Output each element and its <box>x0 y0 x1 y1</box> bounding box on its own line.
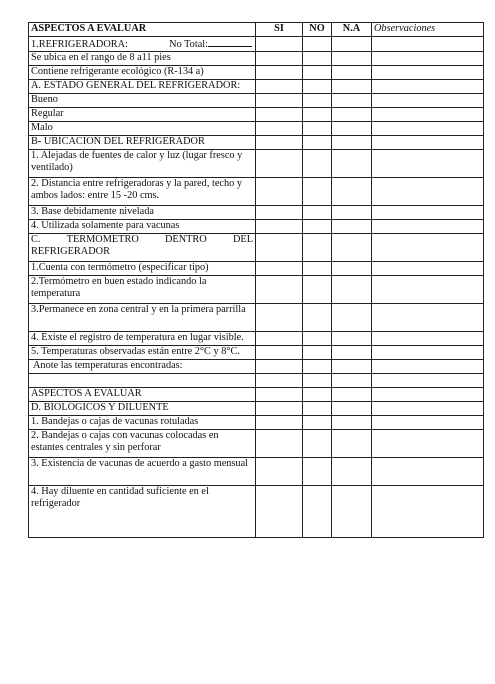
check-no[interactable] <box>303 276 332 304</box>
check-na[interactable] <box>332 416 372 430</box>
blank-cell <box>372 136 484 150</box>
item-text: 5. Temperaturas observadas están entre 2°C y 8°C. <box>29 346 256 360</box>
check-na[interactable] <box>332 486 372 538</box>
check-na[interactable] <box>332 430 372 458</box>
temp-cell[interactable] <box>332 360 372 374</box>
check-si[interactable] <box>256 108 303 122</box>
repeat-header-aspectos: ASPECTOS A EVALUAR <box>29 388 256 402</box>
check-si[interactable] <box>256 262 303 276</box>
observaciones-cell[interactable] <box>372 486 484 538</box>
check-si[interactable] <box>256 416 303 430</box>
section-a-title: A. ESTADO GENERAL DEL REFRIGERADOR: <box>29 80 256 94</box>
blank-cell <box>332 402 372 416</box>
check-no[interactable] <box>303 37 332 52</box>
repeat-header-row <box>29 388 484 402</box>
header-row <box>29 23 484 37</box>
observaciones-cell[interactable] <box>372 304 484 332</box>
check-si[interactable] <box>256 94 303 108</box>
blank-cell <box>256 80 303 94</box>
blank-cell <box>332 80 372 94</box>
blank-cell <box>303 80 332 94</box>
header-observaciones: Observaciones <box>372 23 484 37</box>
observaciones-cell[interactable] <box>372 178 484 206</box>
observaciones-cell[interactable] <box>372 122 484 136</box>
check-no[interactable] <box>303 206 332 220</box>
check-na[interactable] <box>332 304 372 332</box>
table-row <box>29 458 484 486</box>
observaciones-cell[interactable] <box>372 94 484 108</box>
blank-cell <box>256 388 303 402</box>
table-row <box>29 430 484 458</box>
check-na[interactable] <box>332 178 372 206</box>
item-text: 4. Utilizada solamente para vacunas <box>29 220 256 234</box>
header-aspectos: ASPECTOS A EVALUAR <box>29 23 256 37</box>
table-row <box>29 220 484 234</box>
temp-cell[interactable] <box>256 360 303 374</box>
item-text: 1. Bandejas o cajas de vacunas rotuladas <box>29 416 256 430</box>
check-no[interactable] <box>303 122 332 136</box>
check-na[interactable] <box>332 52 372 66</box>
spacer-row <box>29 374 484 388</box>
blank-cell <box>332 234 372 262</box>
observaciones-cell[interactable] <box>372 262 484 276</box>
check-si[interactable] <box>256 332 303 346</box>
table-row <box>29 262 484 276</box>
item-text: Contiene refrigerante ecológico (R-134 a) <box>29 66 256 80</box>
observaciones-cell[interactable] <box>372 37 484 52</box>
table-row <box>29 206 484 220</box>
item-text: Regular <box>29 108 256 122</box>
check-no[interactable] <box>303 108 332 122</box>
check-no[interactable] <box>303 304 332 332</box>
item-text: 1.Cuenta con termómetro (especificar tipo) <box>29 262 256 276</box>
check-no[interactable] <box>303 94 332 108</box>
blank-cell <box>303 388 332 402</box>
header-si: SI <box>256 23 303 37</box>
item-text: 4. Existe el registro de temperatura en lugar visible. <box>29 332 256 346</box>
section-row <box>29 402 484 416</box>
check-na[interactable] <box>332 332 372 346</box>
observaciones-cell[interactable] <box>372 416 484 430</box>
check-na[interactable] <box>332 37 372 52</box>
check-na[interactable] <box>332 346 372 360</box>
observaciones-cell[interactable] <box>372 206 484 220</box>
check-si[interactable] <box>256 430 303 458</box>
blank-cell <box>372 80 484 94</box>
check-na[interactable] <box>332 458 372 486</box>
check-si[interactable] <box>256 122 303 136</box>
no-total-label: No Total: <box>169 39 208 50</box>
check-si[interactable] <box>256 458 303 486</box>
check-si[interactable] <box>256 37 303 52</box>
table-row <box>29 416 484 430</box>
note-text: Anote las temperaturas encontradas: <box>29 360 256 374</box>
check-na[interactable] <box>332 276 372 304</box>
check-no[interactable] <box>303 150 332 178</box>
check-na[interactable] <box>332 108 372 122</box>
section-row <box>29 136 484 150</box>
blank-cell <box>372 234 484 262</box>
table-row <box>29 360 484 374</box>
observaciones-cell[interactable] <box>372 66 484 80</box>
section-c-line2: REFRIGERADOR <box>31 246 110 257</box>
check-no[interactable] <box>303 486 332 538</box>
check-si[interactable] <box>256 304 303 332</box>
section-row <box>29 80 484 94</box>
item-text: 2. Bandejas o cajas con vacunas colocadas en estantes centrales y sin perforar <box>29 430 256 458</box>
item-text: Malo <box>29 122 256 136</box>
check-si[interactable] <box>256 346 303 360</box>
check-na[interactable] <box>332 122 372 136</box>
table-row <box>29 37 484 52</box>
table-body <box>29 37 484 538</box>
check-na[interactable] <box>332 206 372 220</box>
check-no[interactable] <box>303 332 332 346</box>
item-text: Bueno <box>29 94 256 108</box>
check-si[interactable] <box>256 66 303 80</box>
check-si[interactable] <box>256 276 303 304</box>
header-no: NO <box>303 23 332 37</box>
check-si[interactable] <box>256 206 303 220</box>
observaciones-cell[interactable] <box>372 276 484 304</box>
table-row <box>29 304 484 332</box>
blank-cell <box>256 136 303 150</box>
table-row <box>29 276 484 304</box>
check-no[interactable] <box>303 346 332 360</box>
refrigeradora-label: 1.REFRIGERADORA: <box>31 39 128 50</box>
item-text: 1. Alejadas de fuentes de calor y luz (lugar fresco y ventilado) <box>29 150 256 178</box>
observaciones-cell[interactable] <box>372 108 484 122</box>
check-si[interactable] <box>256 220 303 234</box>
check-no[interactable] <box>303 220 332 234</box>
blank-cell <box>256 374 303 388</box>
blank-cell <box>303 234 332 262</box>
header-na: N.A <box>332 23 372 37</box>
observaciones-cell[interactable] <box>372 332 484 346</box>
check-no[interactable] <box>303 66 332 80</box>
observaciones-cell[interactable] <box>372 220 484 234</box>
section-c-title <box>29 234 256 262</box>
check-si[interactable] <box>256 150 303 178</box>
evaluation-table <box>28 22 484 538</box>
item-text: 2.Termómetro en buen estado indicando la temperatura <box>29 276 256 304</box>
check-no[interactable] <box>303 458 332 486</box>
blank-cell <box>256 402 303 416</box>
table-row <box>29 178 484 206</box>
table-row <box>29 94 484 108</box>
observaciones-cell[interactable] <box>372 52 484 66</box>
check-na[interactable] <box>332 94 372 108</box>
table-row <box>29 486 484 538</box>
section-c-letter: C. <box>31 234 41 245</box>
blank-cell <box>372 402 484 416</box>
section-c-word: DEL <box>232 234 253 245</box>
table-row <box>29 66 484 80</box>
check-na[interactable] <box>332 150 372 178</box>
check-na[interactable] <box>332 66 372 80</box>
blank-cell <box>303 374 332 388</box>
check-no[interactable] <box>303 430 332 458</box>
item-text: 4. Hay diluente en cantidad suficiente en el refrigerador <box>29 486 256 538</box>
blank-cell <box>256 234 303 262</box>
no-total-field[interactable] <box>208 37 252 47</box>
section-c-word: DENTRO <box>164 234 207 245</box>
section-row <box>29 234 484 262</box>
check-si[interactable] <box>256 52 303 66</box>
check-no[interactable] <box>303 52 332 66</box>
item-text: 3.Permanece en zona central y en la primera parrilla <box>29 304 256 332</box>
section-b-title: B- UBICACION DEL REFRIGERADOR <box>29 136 256 150</box>
item-text: Se ubica en el rango de 8 a11 pies <box>29 52 256 66</box>
blank-cell <box>332 388 372 402</box>
temp-cell[interactable] <box>303 360 332 374</box>
table-row <box>29 122 484 136</box>
check-si[interactable] <box>256 486 303 538</box>
check-no[interactable] <box>303 262 332 276</box>
table-row <box>29 108 484 122</box>
check-na[interactable] <box>332 220 372 234</box>
blank-cell <box>332 136 372 150</box>
observaciones-cell[interactable] <box>372 360 484 374</box>
section-c-word: TERMOMETRO <box>66 234 139 245</box>
blank-cell <box>372 374 484 388</box>
check-no[interactable] <box>303 178 332 206</box>
blank-cell <box>303 402 332 416</box>
observaciones-cell[interactable] <box>372 458 484 486</box>
item-text: 3. Base debidamente nivelada <box>29 206 256 220</box>
blank-cell <box>372 388 484 402</box>
section-d-title: D. BIOLÓGICOS Y DILUENTE <box>29 402 256 416</box>
check-no[interactable] <box>303 416 332 430</box>
table-row <box>29 150 484 178</box>
item-text: 3. Existencia de vacunas de acuerdo a gasto mensual <box>29 458 256 486</box>
check-si[interactable] <box>256 178 303 206</box>
table-row <box>29 332 484 346</box>
table-row <box>29 52 484 66</box>
observaciones-cell[interactable] <box>372 150 484 178</box>
blank-cell <box>332 374 372 388</box>
blank-cell <box>303 136 332 150</box>
check-na[interactable] <box>332 262 372 276</box>
observaciones-cell[interactable] <box>372 430 484 458</box>
table-row <box>29 346 484 360</box>
blank-cell <box>29 374 256 388</box>
refrigeradora-cell <box>29 37 256 52</box>
observaciones-cell[interactable] <box>372 346 484 360</box>
item-text: 2. Distancia entre refrigeradoras y la pared, techo y ambos lados: entre 15 -20 cms. <box>29 178 256 206</box>
